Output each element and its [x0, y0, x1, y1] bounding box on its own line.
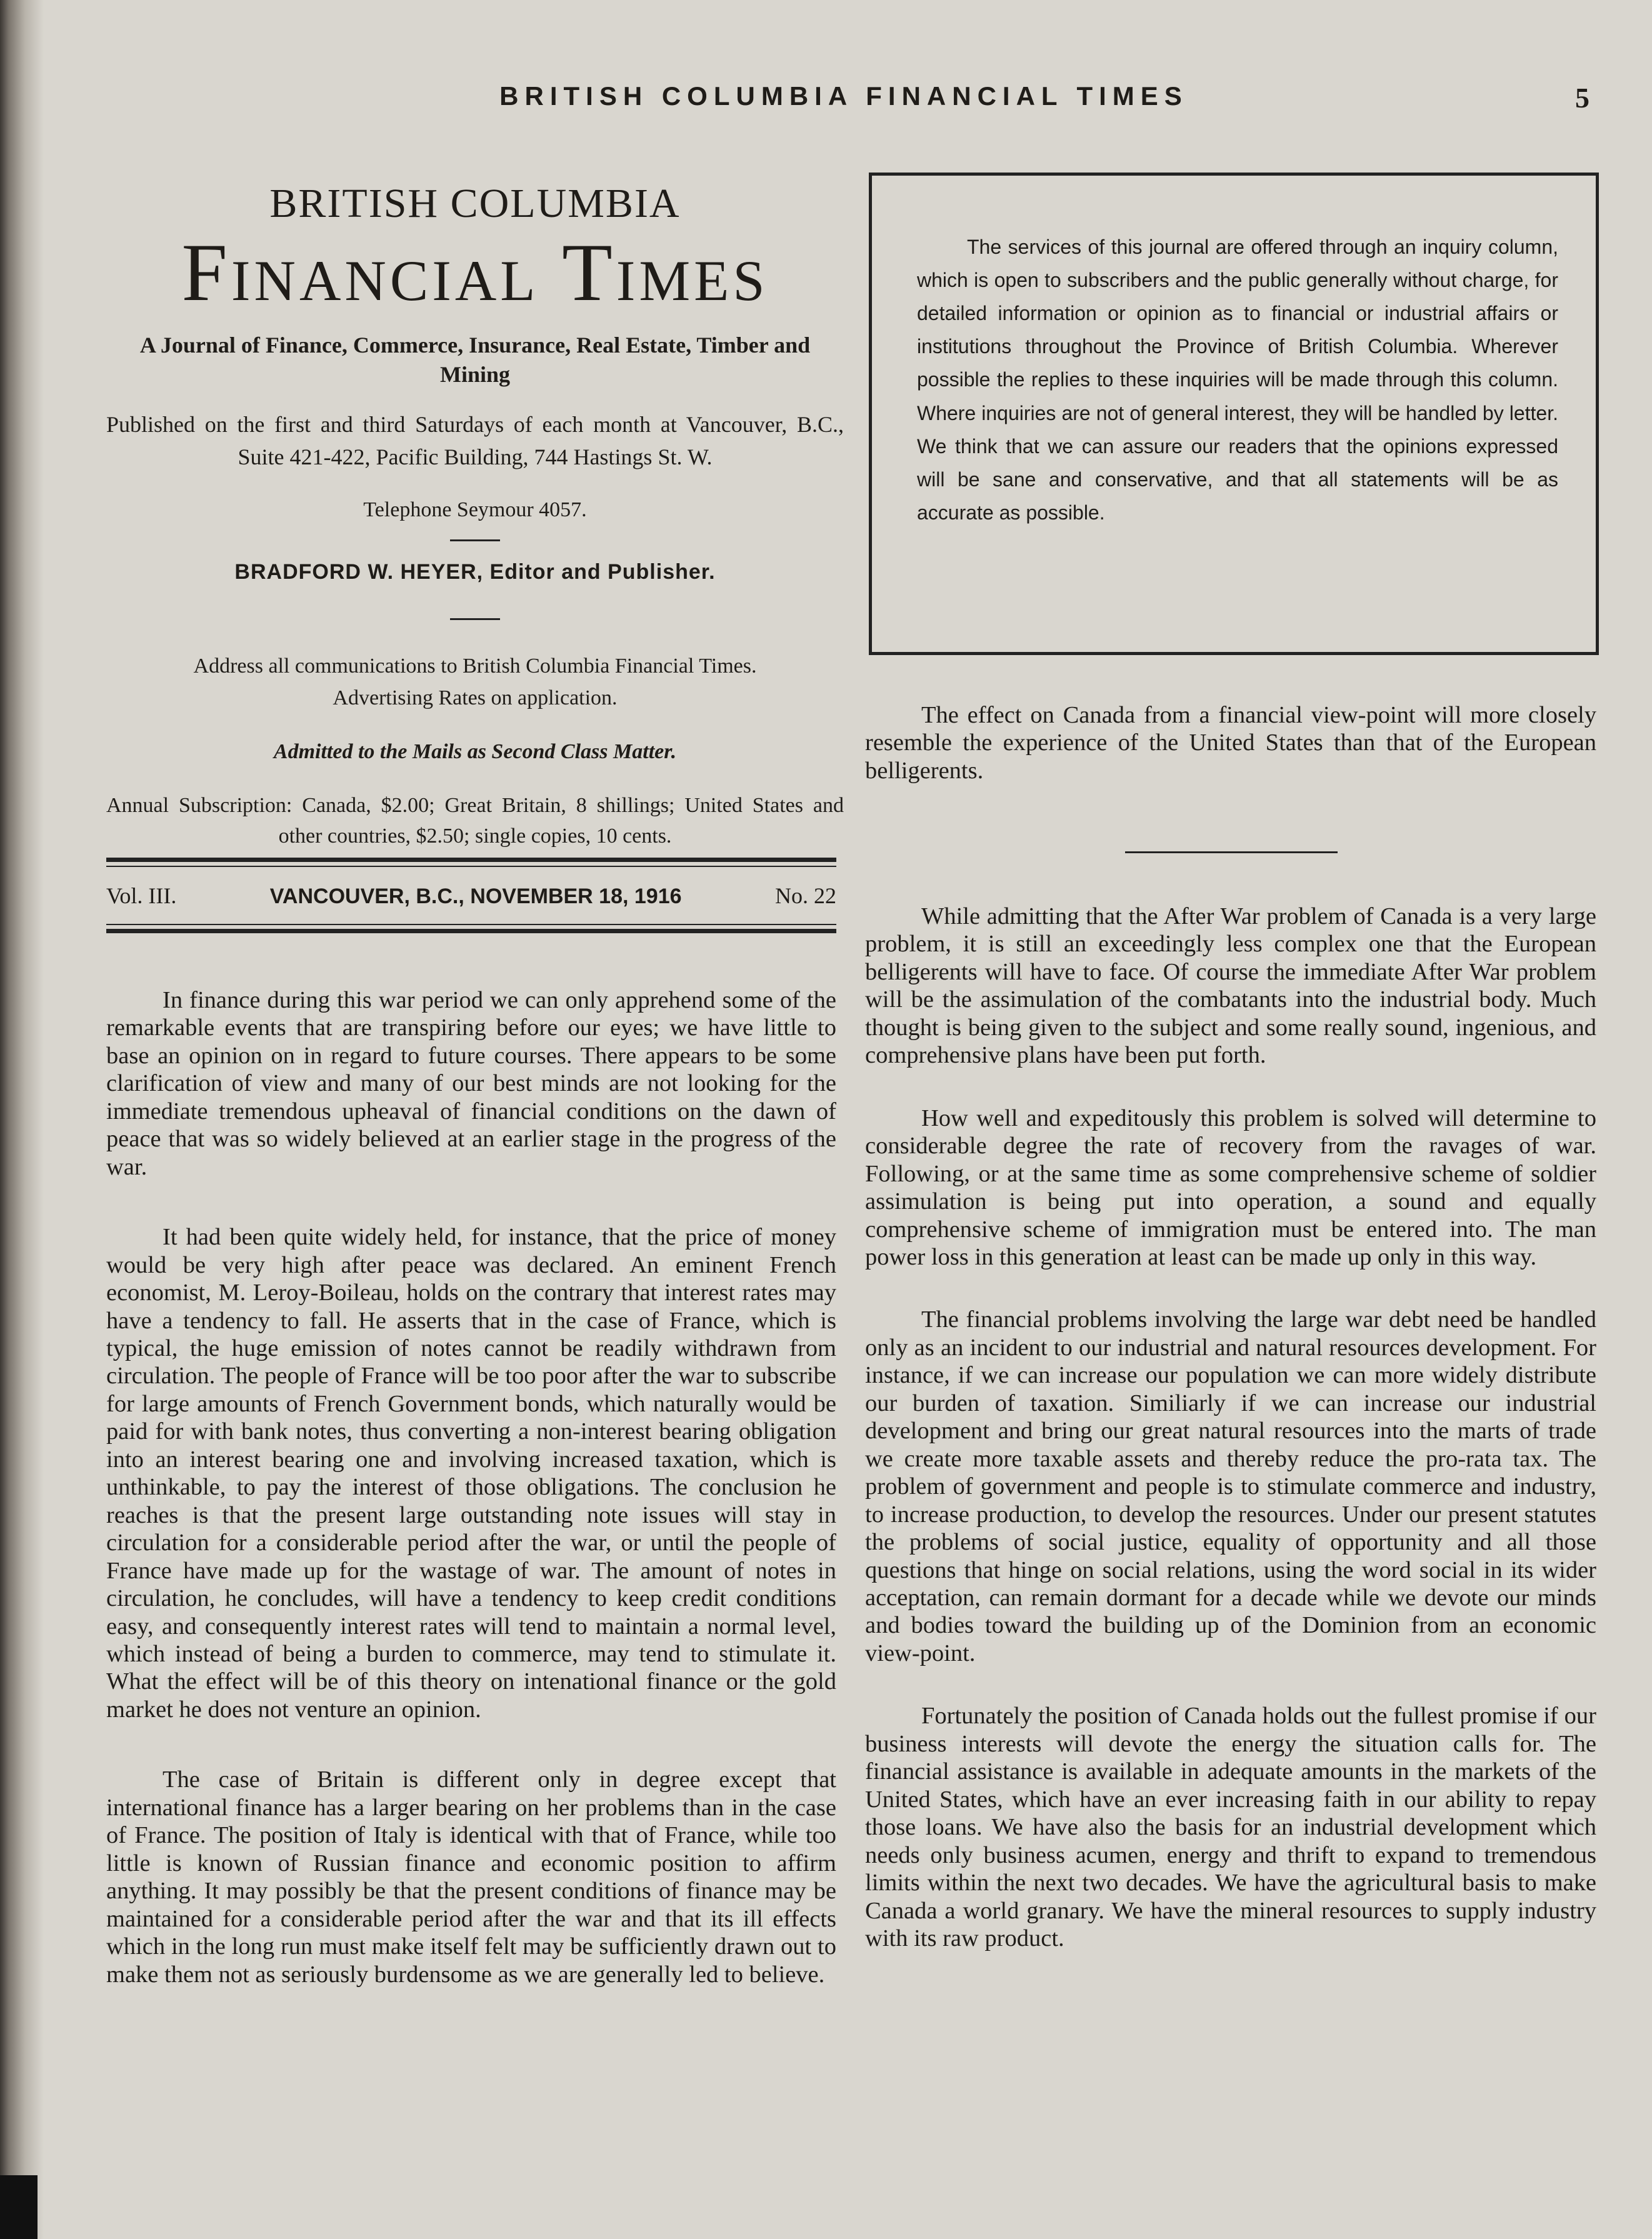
mail-class-line: Admitted to the Mails as Second Class Matter. [273, 740, 677, 764]
issue-number: No. 22 [774, 883, 836, 908]
masthead-title-top: BRITISH COLUMBIA [269, 181, 681, 226]
page-number: 5 [1575, 82, 1589, 114]
advertising-line: Advertising Rates on application. [333, 686, 618, 710]
article-paragraph: The case of Britain is different only in degree except that international finance has a larger bearing on her problems than in the case of France. The position of Italy is identical with that of France, while too little is known of Russian finance and economic position to affirm anything. It may possibly be that the present conditions of finance may be maintained for a considerable period after the war and that its ill effects which in the long run must make itself felt may be sufficiently drawn out to make them not as seriously burdensome as we are generally led to believe. [106, 1766, 836, 1988]
article-paragraph: The effect on Canada from a financial view-point will more closely resemble the experience of the United States than that of the European belligerents. [865, 702, 1596, 784]
place-date: VANCOUVER, B.C., NOVEMBER 18, 1916 [269, 884, 682, 908]
address-line: Address all communications to British Columbia Financial Times. [193, 654, 757, 678]
inquiry-service-text: The services of this journal are offered through an inquiry column, which is open to subscribers and the public generally without charge, for detailed information or opinion as to financial or industrial affairs or institutions throughout the Province of British Columbia. Wherever possible the replies to these inquiries will be made through this column. Where inquiries are not of general interest, they will be handled by letter. We think that we can assure our readers that the opinions expressed will be sane and conservative, and that all statements will be as accurate as possible. [917, 236, 1558, 524]
article-paragraph: How well and expeditously this problem is solved will determine to considerable degree the rate of recovery from the ravages of war. Following, or at the same time as some comprehensive scheme of soldier assimulation is being put into operation, a sound and equally comprehensive scheme of immigration must be entered into. The man power loss in this generation at least can be made up only in this way. [865, 1104, 1596, 1270]
publication-info: Published on the first and third Saturdays of each month at Vancouver, B.C., Suite 421-422, Pacific Building, 744 Hastings St. W. [106, 411, 844, 469]
masthead-title-main: Financial Times [181, 226, 769, 318]
article-right-column [865, 903, 1596, 1952]
masthead [106, 181, 844, 852]
issue-line [106, 883, 836, 909]
article-left-column [106, 986, 836, 1988]
divider [450, 618, 500, 620]
page-binding-shadow [0, 0, 44, 2239]
article-paragraph: It had been quite widely held, for instance, that the price of money would be very high after peace was declared. An eminent French economist, M. Leroy-Boileau, holds on the contrary that interest rates may have a tendency to fall. He asserts that in the case of France, which is typical, the huge emission of notes cannot be readily withdrawn from circulation. The people of France will be too poor after the war to subscribe for large amounts of French Government bonds, which naturally would be paid for with bank notes, thus converting a non-interest bearing obligation into an interest bearing one and involving increased taxation, which is unthinkable, to pay the interest of those obligations. The conclusion he reaches is that the present large outstanding note issues will stay in circulation for a considerable period after the war, or until the people of France have made up for the wastage of war. The amount of notes in circulation, he concludes, will have a tendency to keep credit conditions easy, and consequently interest rates will tend to maintain a normal level, which instead of being a burden to commerce, may tend to stimulate it. What the effect will be of this theory on intenational finance or the gold market he does not venture an opinion. [106, 1224, 836, 1723]
subscription-line: Annual Subscription: Canada, $2.00; Great Britain, 8 shillings; United States and other countries, $2.50; single copies, 10 cents. [106, 794, 844, 848]
masthead-tagline: A Journal of Finance, Commerce, Insurance, Real Estate, Timber and Mining [139, 333, 811, 387]
article-paragraph: While admitting that the After War problem of Canada is a very large problem, it is still an exceedingly less complex one that the European belligerents will have to face. Of course the immediate After War problem will be the assimulation of the combatants into the industrial body. Much thought is being given to the subject and some really sound, ingenious, and comprehensive plans have been put forth. [865, 903, 1596, 1069]
article-paragraph: The financial problems involving the large war debt need be handled only as an incident to our industrial and natural resources development. For instance, if we can increase our population we can more widely distribute our burden of taxation. Similiarly if we can increase our industrial development and bring our great natural resources into the marts of trade we create more taxable assets and thereby reduce the pro-rata tax. The problem of government and people is to stimulate commerce and industry, to increase production, to develop the resources. Under our present statutes the problems of social justice, equality of opportunity and all those questions that hinge on social relations, using the word social in its wider acceptation, can remain dormant for a decade while we devote our minds and bodies toward the building up of the Dominion from an economic view-point. [865, 1306, 1596, 1666]
article-paragraph: Fortunately the position of Canada holds out the fullest promise if our business interests will devote the energy the situation calls for. The financial assistance is available in adequate amounts in the markets of the United States, which have an ever increasing faith in our ability to repay those loans. We have also the basis for an industrial development which needs only business acumen, energy and thrift to expand to tremendous limits within the next two decades. We have the agricultural basis to make Canada a world granary. We have the mineral resources to supply industry with its raw product. [865, 1703, 1596, 1951]
article-paragraph: In finance during this war period we can only apprehend some of the remarkable events that are transpiring before our eyes; we have little to base an opinion on in regard to future courses. There appears to be some clarification of view and many of our best minds are not looking for the immediate tremendous upheaval of financial conditions on the dawn of peace that was so widely believed at an earlier stage in the progress of the war. [106, 987, 836, 1180]
article-right-column-top [865, 701, 1596, 784]
inquiry-service-box [869, 173, 1599, 655]
divider [450, 539, 500, 541]
section-divider [1125, 851, 1338, 853]
editor-line: BRADFORD W. HEYER, Editor and Publisher. [234, 560, 716, 584]
running-title: BRITISH COLUMBIA FINANCIAL TIMES [499, 81, 1188, 111]
telephone: Telephone Seymour 4057. [363, 498, 587, 522]
page-corner-shadow [0, 2175, 38, 2239]
volume: Vol. III. [106, 883, 177, 908]
issue-rule-bottom [106, 924, 836, 933]
issue-rule-top [106, 858, 836, 867]
